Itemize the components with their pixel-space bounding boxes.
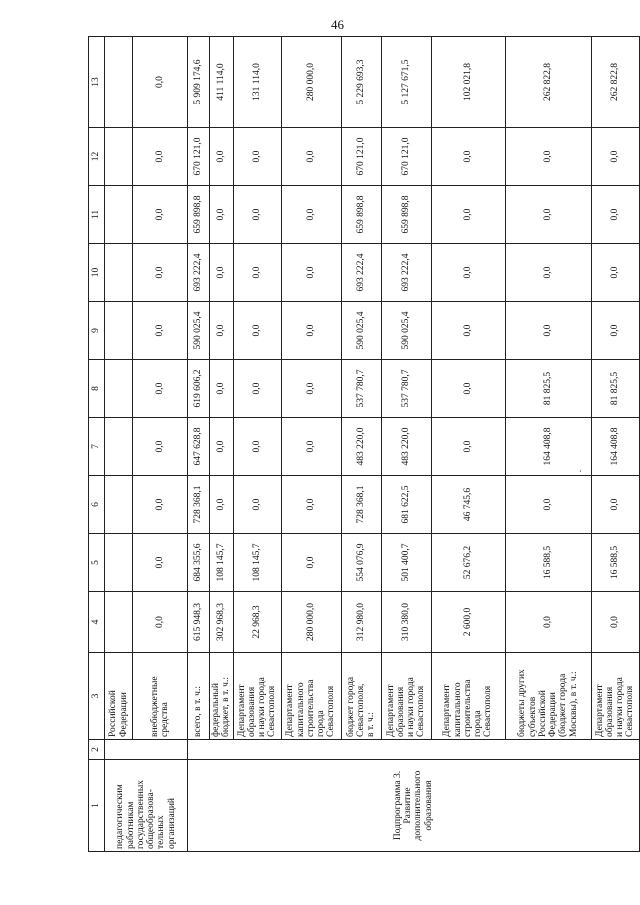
source-label-line: средства [160,702,170,737]
source-label-line: федеральный [211,683,221,737]
source-label-line: образования [246,686,257,737]
value-cell: 46 745,6 [431,476,505,534]
value-cell: 681 622,5 [381,476,431,534]
value-cell: 0,0 [233,418,281,476]
source-label-line: Федерации [118,692,129,737]
source-label-cell [210,653,234,740]
header-cell: 7 [89,418,105,476]
value-cell: 590 025,4 [188,302,210,360]
value-cell: 670 121,0 [341,128,381,186]
header-cell: 8 [89,360,105,418]
value-cell [105,128,133,186]
value-cell: 0,0 [281,128,341,186]
value-cell: 262 822,8 [505,37,591,128]
source-label-line: и науки города [406,677,416,737]
header-cell: 12 [89,128,105,186]
source-label-line: капитального [452,682,463,737]
source-label-line: образования [604,686,615,737]
table-row [133,37,188,852]
value-cell [105,534,133,592]
value-cell: 0,0 [505,302,591,360]
value-cell: 0,0 [210,360,234,418]
source-label-line: Севастополя [483,685,494,737]
value-cell: 0,0 [210,186,234,244]
value-cell: 537 780,7 [381,360,431,418]
program-name-line: общеобразова- [146,789,156,849]
header-cell: 13 [89,37,105,128]
source-label-cell [591,653,639,740]
value-cell: 0,0 [233,360,281,418]
value-cell: 0,0 [233,128,281,186]
value-cell: 131 114,0 [233,37,281,128]
value-cell: 0,0 [591,128,639,186]
value-cell: 659 898,8 [381,186,431,244]
value-cell: 554 076,9 [341,534,381,592]
value-cell [105,418,133,476]
value-cell: 411 114,0 [210,37,234,128]
source-label-line: субъектов [527,696,538,737]
value-cell: 5 229 693,3 [341,37,381,128]
value-cell: 280 000,0 [281,37,341,128]
value-cell [105,302,133,360]
value-cell: 0,0 [591,302,639,360]
value-cell: 0,0 [281,418,341,476]
value-cell: 262 822,8 [591,37,639,128]
source-label-line: Севастополя [416,685,427,737]
program-name-line: работникам [125,801,136,849]
source-label-cell [133,653,188,740]
executor-cell [188,740,640,760]
source-label-cell [233,653,281,740]
value-cell: 670 121,0 [188,128,210,186]
value-cell: 0,0 [281,244,341,302]
value-cell [105,476,133,534]
source-label-cell [341,653,381,740]
program-name-cell [105,760,188,852]
value-cell: 0,0 [133,128,188,186]
header-cell: 9 [89,302,105,360]
value-cell: 0,0 [505,592,591,653]
value-cell: 590 025,4 [381,302,431,360]
value-cell: 615 948,3 [188,592,210,653]
value-cell: 659 898,8 [188,186,210,244]
value-cell: 0,0 [133,360,188,418]
value-cell: 0,0 [210,418,234,476]
value-cell: 108 145,7 [210,534,234,592]
value-cell: 0,0 [505,244,591,302]
value-cell: 0,0 [133,244,188,302]
value-cell: 684 355,6 [188,534,210,592]
executor-cell [105,740,188,760]
value-cell: 728 368,1 [341,476,381,534]
value-cell: 619 606,2 [188,360,210,418]
source-label-line: Департамент [285,684,296,737]
value-cell: 0,0 [431,128,505,186]
table-row [281,37,341,852]
value-cell: 0,0 [133,418,188,476]
value-cell: 0,0 [281,534,341,592]
program-name-cell [188,760,640,852]
value-cell: 0,0 [431,302,505,360]
source-label-cell [188,653,210,740]
program-name-line: дополнительного образования [413,770,434,841]
program-name-line: тельных [156,815,167,849]
value-cell: 0,0 [233,186,281,244]
value-cell: 312 980,0 [341,592,381,653]
value-cell: 0,0 [281,360,341,418]
header-cell: 3 [89,653,105,740]
value-cell: 0,0 [133,302,188,360]
value-cell: 280 000,0 [281,592,341,653]
header-cell: 5 [89,534,105,592]
value-cell [105,186,133,244]
source-label-line: капитального [295,682,306,737]
value-cell: 0,0 [591,592,639,653]
header-cell: 2 [89,740,105,760]
source-label-line: и науки города [615,677,625,737]
value-cell: 0,0 [281,186,341,244]
value-cell [105,360,133,418]
source-label-line: Севастополя [267,685,278,737]
source-label-line: внебюджетные [149,676,160,737]
source-label-line: и науки города [257,677,267,737]
source-label-line: строительства [462,679,473,737]
source-label-line: в т. ч.: [366,712,377,737]
value-cell: 0,0 [431,244,505,302]
value-cell: 16 588,5 [591,534,639,592]
value-cell: 81 825,5 [505,360,591,418]
value-cell: 164 408,8 [591,418,639,476]
source-label-line: образования [395,686,406,737]
source-label-line: бюджеты других [517,669,528,737]
value-cell: 16 588,5 [505,534,591,592]
source-label-line: Департамент [385,684,396,737]
value-cell: 0,0 [505,476,591,534]
source-label-line: Севастополя [625,685,636,737]
value-cell: 659 898,8 [341,186,381,244]
header-cell: 4 [89,592,105,653]
table-row [381,37,431,852]
page-number: 46 [331,17,344,32]
value-cell [105,37,133,128]
value-cell: 0,0 [210,476,234,534]
budget-table-rotated [88,37,636,852]
source-label-line: бюджет города [345,676,356,737]
value-cell: 647 628,8 [188,418,210,476]
value-cell: 81 825,5 [591,360,639,418]
source-label-line: Департамент [594,684,605,737]
source-label-cell [431,653,505,740]
value-cell: 22 968,3 [233,592,281,653]
value-cell: 2 600,0 [431,592,505,653]
table-row [505,37,591,852]
value-cell: 0,0 [431,360,505,418]
value-cell: 0,0 [431,418,505,476]
value-cell: 0,0 [591,186,639,244]
header-cell: 10 [89,244,105,302]
table-row [210,37,234,852]
value-cell: 5 127 671,5 [381,37,431,128]
value-cell: 0,0 [281,302,341,360]
source-label-line: Севастополя, [355,683,366,737]
source-label-line: Севастополя [326,685,337,737]
budget-table [88,36,640,852]
source-label-line: всего, в т. ч.: [193,686,204,737]
source-label-cell [505,653,591,740]
value-cell: 693 222,4 [381,244,431,302]
value-cell: 0,0 [210,302,234,360]
value-cell: 501 400,7 [381,534,431,592]
source-label-cell [281,653,341,740]
header-cell: 11 [89,186,105,244]
value-cell: 670 121,0 [381,128,431,186]
value-cell: 0,0 [210,128,234,186]
value-cell: 0,0 [591,476,639,534]
value-cell: 52 676,2 [431,534,505,592]
source-label-line: Российской [537,690,548,737]
value-cell: 0,0 [133,186,188,244]
value-cell: 0,0 [233,244,281,302]
source-label-line: Департамент [442,684,453,737]
program-name-line: организаций [166,797,177,849]
program-name-line: Подпрограмма 3. Развитие [392,770,413,841]
value-cell: 693 222,4 [341,244,381,302]
scan-mark: ‘ [579,468,582,478]
source-label-line: города [473,710,484,737]
source-label-line: бюджет, в т. ч.: [221,677,232,737]
value-cell: 164 408,8 [505,418,591,476]
value-cell: 0,0 [133,476,188,534]
value-cell: 310 380,0 [381,592,431,653]
value-cell: 0,0 [133,534,188,592]
source-label-line: строительства [305,679,316,737]
table-row [431,37,505,852]
value-cell: 483 220,0 [341,418,381,476]
source-label-line: Департамент [236,684,247,737]
value-cell: 5 909 174,6 [188,37,210,128]
header-cell: 6 [89,476,105,534]
table-row [591,37,639,852]
value-cell: 0,0 [591,244,639,302]
source-label-line: Москвы), в т. ч.: [568,671,579,737]
source-label-line: (бюджет города [558,673,569,737]
source-label-cell [105,653,133,740]
program-name-line: государственных [135,779,146,849]
program-name-line: педагогическим [115,784,126,849]
value-cell: 728 368,1 [188,476,210,534]
table-row [105,37,133,852]
value-cell: 0,0 [210,244,234,302]
source-label-cell [381,653,431,740]
value-cell [105,244,133,302]
value-cell: 302 968,3 [210,592,234,653]
value-cell: 590 025,4 [341,302,381,360]
header-row [89,37,105,852]
value-cell [105,592,133,653]
table-row [233,37,281,852]
value-cell: 102 021,8 [431,37,505,128]
value-cell: 0,0 [505,128,591,186]
table-row [341,37,381,852]
value-cell: 0,0 [233,302,281,360]
value-cell: 537 780,7 [341,360,381,418]
table-row [188,37,210,852]
value-cell: 0,0 [133,592,188,653]
value-cell: 0,0 [505,186,591,244]
value-cell: 0,0 [133,37,188,128]
value-cell: 693 222,4 [188,244,210,302]
value-cell: 0,0 [233,476,281,534]
value-cell: 483 220,0 [381,418,431,476]
source-label-line: Российской [108,690,119,737]
header-cell: 1 [89,760,105,852]
value-cell: 0,0 [431,186,505,244]
value-cell: 108 145,7 [233,534,281,592]
source-label-line: Федерации [548,692,558,737]
source-label-line: города [316,710,327,737]
value-cell: 0,0 [281,476,341,534]
